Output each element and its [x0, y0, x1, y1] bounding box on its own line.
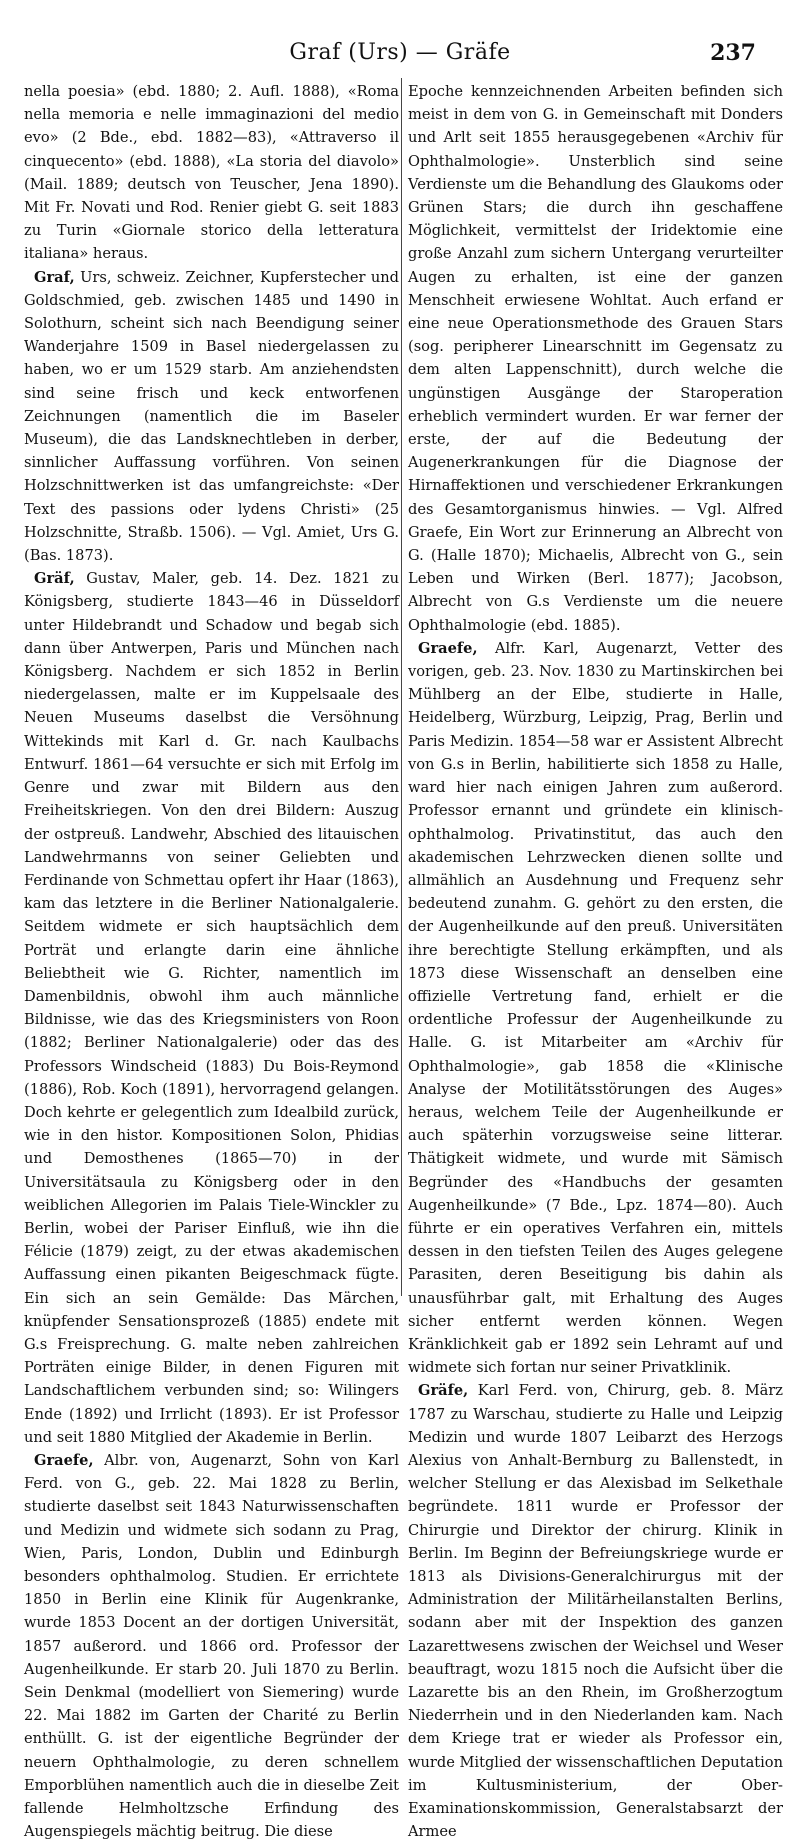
entry-lemma: Graf, — [34, 268, 75, 286]
entry-text: Urs, schweiz. Zeichner, Kupferstecher und Goldschmied, geb. zwischen 1485 und 1490 in Solothurn, scheint sich nach Beendigung seiner Wanderjahre 1509 in Basel niedergelassen zu haben, wo er um 1529 starb. Am anziehendsten sind seine frisch und keck entworfenen Zeichnungen (namentlich die im Baseler Museum), die das Landsknechtleben in derber, sinnlicher Auffassung vorführen. Von seinen Holzschnittwerken ist das umfangreichste: «Der Text des passions oder lydens Christi» (25 Holzschnitte, Straßb. 1506). — Vgl. Amiet, Urs G. (Bas. 1873). — [24, 268, 399, 565]
entry-text: nella poesia» (ebd. 1880; 2. Aufl. 1888), «Roma nella memoria e nelle immaginazioni del medio evo» (2 Bde., ebd. 1882—83), «Attraverso il cinquecento» (ebd. 1888), «La storia del diavolo» (Mail. 1889; deutsch von Teuscher, Jena 1890). Mit Fr. Novati und Rod. Renier giebt G. seit 1883 zu Turin «Giornale storico della letteratura italiana» heraus. — [24, 83, 399, 263]
entry-graf-urs — [24, 266, 399, 568]
entry-text: Epoche kennzeichnenden Arbeiten befinden sich meist in dem von G. in Gemeinschaft mit Donders und Arlt seit 1855 herausgegebenen «Archiv für Ophthalmologie». Unsterblich sind seine Verdienste um die Behandlung des Glaukoms oder Grünen Stars; die durch ihn geschaffene Möglichkeit, vermittelst der Iridektomie eine große Anzahl zum sichern Untergang verurteilter Augen zu erhalten, ist eine der ganzen Menschheit erwiesene Wohltat. Auch erfand er eine neue Operationsmethode des Grauen Stars (sog. peripherer Linearschnitt im Gegensatz zu dem alten Lappenschnitt), durch welche die ungünstigen Ausgänge der Staroperation erheblich vermindert wurden. Er war ferner der erste, der auf die Bedeutung der Augenerkrankungen für die Diagnose der Hirnaffektionen und verschiedener Erkrankungen des Gesamtorganismus hinwies. — Vgl. Alfred Graefe, Ein Wort zur Erinnerung an Albrecht von G. (Halle 1870); Michaelis, Albrecht von G., sein Leben und Wirken (Berl. 1877); Jacobson, Albrecht von G.s Verdienste um die neuere Ophthalmologie (ebd. 1885). — [408, 83, 783, 634]
page-header — [0, 0, 800, 70]
entry-continuation — [24, 80, 399, 266]
entry-lemma: Gräfe, — [418, 1382, 469, 1400]
entry-lemma: Gräf, — [34, 570, 75, 588]
entry-graefe-albrecht — [24, 1449, 399, 1843]
entry-continuation — [408, 80, 783, 637]
entry-lemma: Graefe, — [418, 639, 478, 657]
entry-graefe-alfred — [408, 637, 783, 1380]
right-column — [408, 80, 783, 1841]
entry-text: Alfr. Karl, Augenarzt, Vetter des vorigen, geb. 23. Nov. 1830 zu Martinskirchen bei Mühlberg an der Elbe, studierte in Halle, Heidelberg, Würzburg, Leipzig, Prag, Berlin und Paris Medizin. 1854—58 war er Assistent Albrecht von G.s in Berlin, habilitierte sich 1858 zu Halle, ward hier nach einigen Jahren zum außerord. Professor ernannt und gründete ein klinisch-ophthalmolog. Privatinstitut, das auch den akademischen Lehrzwecken dienen sollte und allmählich an Ausdehnung und Frequenz sehr bedeutend zunahm. G. gehört zu den ersten, die der Augenheilkunde auf den preuß. Universitäten ihre berechtigte Stellung erkämpften, und als 1873 diese Wissenschaft an denselben eine offizielle Vertretung fand, erhielt er die ordentliche Professur der Augenheilkunde zu Halle. G. ist Mitarbeiter am «Archiv für Ophthalmologie», gab 1858 die «Klinische Analyse der Motilitätsstörungen des Auges» heraus, welchem Teile der Augenheilkunde er auch späterhin vorzugsweise seine litterar. Thätigkeit widmete, und wurde mit Sämisch Begründer des «Handbuchs der gesamten Augenheilkunde» (7 Bde., Lpz. 1874—80). Auch führte er ein operatives Verfahren ein, mittels dessen in den tiefsten Teilen des Auges gelegene Parasiten, deren Beseitigung bis dahin als unausführbar galt, mit Erhaltung des Auges sicher entfernt werden können. Wegen Kränklichkeit gab er 1892 sein Lehramt auf und widmete sich fortan nur seiner Privatklinik. — [408, 639, 783, 1377]
entry-text: Gustav, Maler, geb. 14. Dez. 1821 zu Königsberg, studierte 1843—46 in Düsseldorf unter Hildebrandt und Schadow und begab sich dann über Antwerpen, Paris und München nach Königsberg. Nachdem er sich 1852 in Berlin niedergelassen, malte er im Kuppelsaale des Neuen Museums daselbst die Versöhnung Wittekinds mit Karl d. Gr. nach Kaulbachs Entwurf. 1861—64 versuchte er sich mit Erfolg im Genre und zwar mit Bildern aus den Freiheitskriegen. Von den drei Bildern: Auszug der ostpreuß. Landwehr, Abschied des litauischen Landwehrmanns von seiner Geliebten und Ferdinande von Schmettau opfert ihr Haar (1863), kam das letztere in die Berliner Nationalgalerie. Seitdem widmete er sich hauptsächlich dem Porträt und erlangte darin eine ähnliche Beliebtheit wie G. Richter, namentlich im Damenbildnis, obwohl ihm auch männliche Bildnisse, wie das des Kriegsministers von Roon (1882; Berliner Nationalgalerie) oder das des Professors Windscheid (1883) Du Bois-Reymond (1886), Rob. Koch (1891), hervorragend gelangen. Doch kehrte er gelegentlich zum Idealbild zurück, wie in den histor. Kompositionen Solon, Phidias und Demosthenes (1865—70) in der Universitätsaula zu Königsberg oder in den weiblichen Allegorien im Palais Tiele-Winckler zu Berlin, wobei der Pariser Einfluß, wie ihn die Félicie (1879) zeigt, zu der etwas akademischen Auffassung einen pikanten Beigeschmack fügte. Ein sich an sein Gemälde: Das Märchen, knüpfender Sensationsprozeß (1885) endete mit G.s Freisprechung. G. malte neben zahlreichen Porträten einige Bilder, in denen Figuren mit Landschaftlichem verbunden sind; so: Wilingers Ende (1892) und Irrlicht (1893). Er ist Professor und seit 1880 Mitglied der Akademie in Berlin. — [24, 570, 399, 1446]
column-divider — [401, 78, 402, 1296]
entry-lemma: Graefe, — [34, 1451, 94, 1469]
entry-graef-gustav — [24, 567, 399, 1449]
entry-text: Karl Ferd. von, Chirurg, geb. 8. März 1787 zu Warschau, studierte zu Halle und Leipzig Medizin und wurde 1807 Leibarzt des Herzogs Alexius von Anhalt-Bernburg zu Ballenstedt, in welcher Stellung er das Alexisbad im Selkethale begründete. 1811 wurde er Professor der Chirurgie und Direktor der chirurg. Klinik in Berlin. Im Beginn der Befreiungskriege wurde er 1813 als Divisions-Generalchirurgus mit der Administration der Militärheilanstalten Berlins, sodann aber mit der Inspektion des ganzen Lazarettwesens zwischen der Weichsel und Weser beauftragt, wozu 1815 noch die Aufsicht über die Lazarette bis an den Rhein, im Großherzogtum Niederrhein und in den Niederlanden kam. Nach dem Kriege trat er wieder als Professor ein, wurde Mitglied der wissenschaftlichen Deputation im Kultusministerium, der Ober-Examinationskommission, Generalstabsarzt der Armee — [408, 1382, 783, 1841]
page-number: 237 — [710, 40, 756, 66]
entry-text: Albr. von, Augenarzt, Sohn von Karl Ferd. von G., geb. 22. Mai 1828 zu Berlin, studierte daselbst seit 1843 Naturwissenschaften und Medizin und widmete sich sodann zu Prag, Wien, Paris, London, Dublin und Edinburgh besonders ophthalmolog. Studien. Er errichtete 1850 in Berlin eine Klinik für Augenkranke, wurde 1853 Docent an der dortigen Universität, 1857 außerord. und 1866 ord. Professor der Augenheilkunde. Er starb 20. Juli 1870 zu Berlin. Sein Denkmal (modelliert von Siemering) wurde 22. Mai 1882 im Garten der Charité zu Berlin enthüllt. G. ist der eigentliche Begründer der neuern Ophthalmologie, zu deren schnellem Emporblühen namentlich auch die in dieselbe Zeit fallende Helmholtzsche Erfindung des Augenspiegels mächtig beitrug. Die diese — [24, 1451, 399, 1841]
running-title: Graf (Urs) — Gräfe — [289, 40, 511, 65]
left-column — [24, 80, 399, 1841]
entry-graefe-karl — [408, 1379, 783, 1843]
